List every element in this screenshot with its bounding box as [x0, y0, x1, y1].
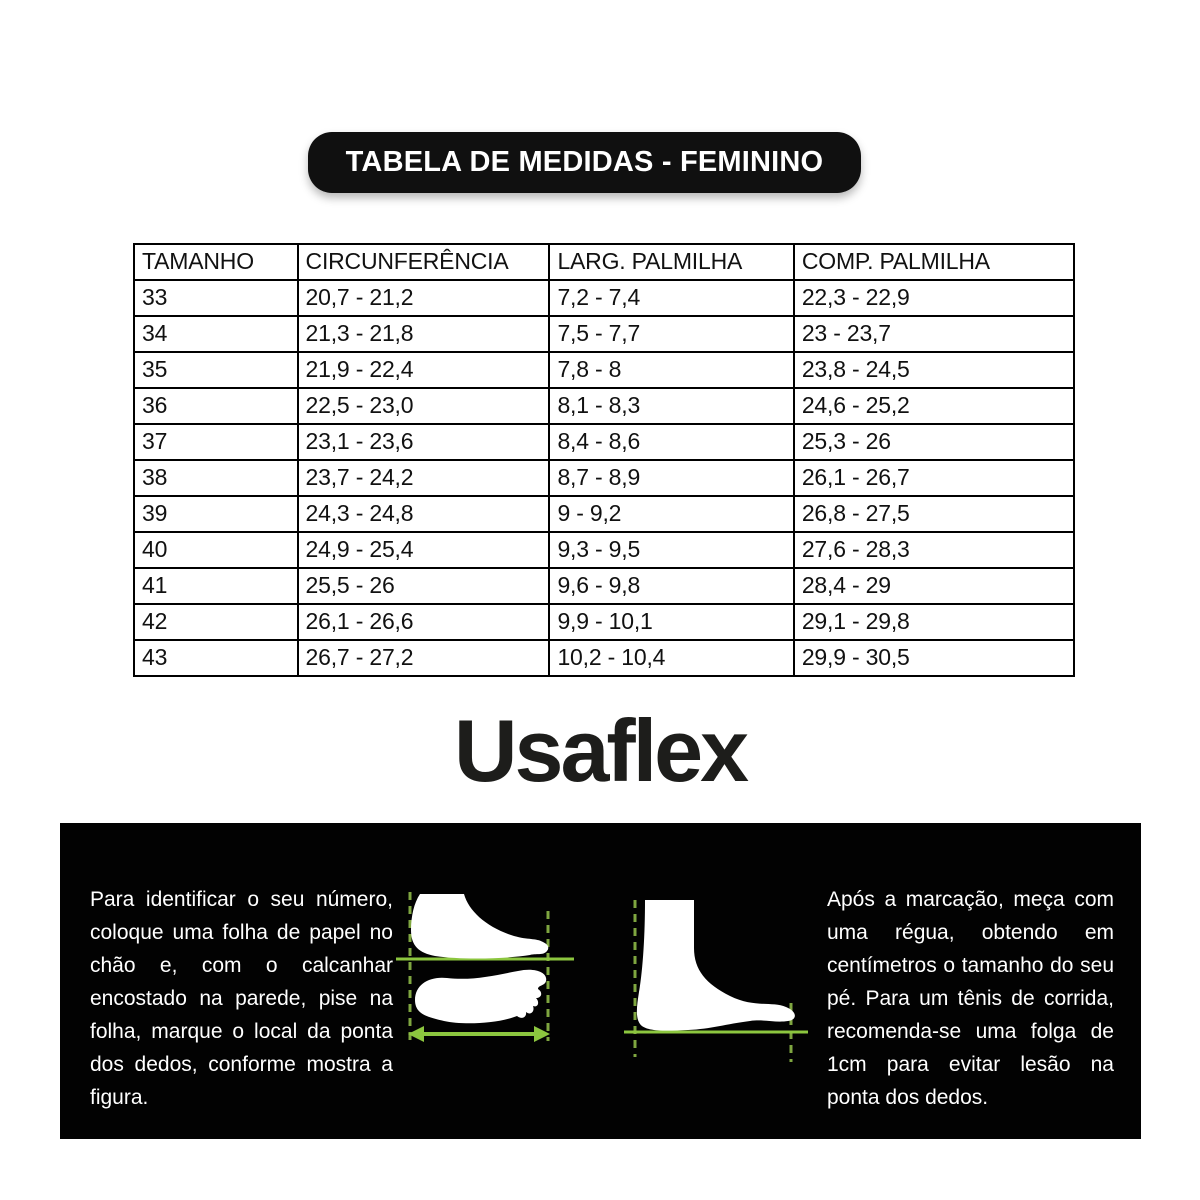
column-header: CIRCUNFERÊNCIA	[298, 244, 550, 280]
table-cell: 26,1 - 26,7	[794, 460, 1074, 496]
table-cell: 22,5 - 23,0	[298, 388, 550, 424]
column-header: TAMANHO	[134, 244, 298, 280]
table-cell: 7,2 - 7,4	[549, 280, 793, 316]
size-table-header	[134, 244, 1074, 280]
table-cell: 8,4 - 8,6	[549, 424, 793, 460]
table-cell: 29,1 - 29,8	[794, 604, 1074, 640]
table-cell: 7,8 - 8	[549, 352, 793, 388]
table-row	[134, 640, 1074, 676]
table-cell: 22,3 - 22,9	[794, 280, 1074, 316]
table-cell: 9,6 - 9,8	[549, 568, 793, 604]
table-row	[134, 316, 1074, 352]
table-row	[134, 352, 1074, 388]
table-row	[134, 424, 1074, 460]
table-cell: 41	[134, 568, 298, 604]
table-cell: 35	[134, 352, 298, 388]
table-row	[134, 604, 1074, 640]
foot-side-and-footprint-measure-icon	[390, 878, 580, 1078]
instructions-left-text: Para identificar o seu número, coloque uma folha de papel no chão e, com o calcanhar encostado na parede, pise na folha, marque o local da ponta dos dedos, conforme mostra a figura.	[90, 888, 393, 1109]
table-cell: 36	[134, 388, 298, 424]
table-header-row	[134, 244, 1074, 280]
table-cell: 10,2 - 10,4	[549, 640, 793, 676]
table-cell: 40	[134, 532, 298, 568]
size-table	[133, 243, 1075, 677]
table-cell: 42	[134, 604, 298, 640]
table-cell: 37	[134, 424, 298, 460]
table-cell: 25,5 - 26	[298, 568, 550, 604]
table-cell: 39	[134, 496, 298, 532]
table-cell: 9,3 - 9,5	[549, 532, 793, 568]
table-cell: 24,6 - 25,2	[794, 388, 1074, 424]
table-cell: 34	[134, 316, 298, 352]
foot-ankle-side-measure-icon	[612, 878, 812, 1078]
table-cell: 21,3 - 21,8	[298, 316, 550, 352]
table-cell: 9 - 9,2	[549, 496, 793, 532]
table-cell: 20,7 - 21,2	[298, 280, 550, 316]
table-cell: 25,3 - 26	[794, 424, 1074, 460]
table-cell: 8,7 - 8,9	[549, 460, 793, 496]
table-cell: 38	[134, 460, 298, 496]
table-cell: 28,4 - 29	[794, 568, 1074, 604]
table-row	[134, 568, 1074, 604]
table-cell: 23,1 - 23,6	[298, 424, 550, 460]
instructions-right-text: Após a marcação, meça com uma régua, obtendo em centímetros o tamanho do seu pé. Para um tênis de corrida, recomenda-se uma folga de 1cm para evitar lesão na ponta dos dedos.	[827, 888, 1114, 1109]
usaflex-logo: Usaflex	[453, 701, 747, 800]
table-row	[134, 460, 1074, 496]
instructions-band	[60, 823, 1141, 1139]
table-cell: 8,1 - 8,3	[549, 388, 793, 424]
table-cell: 26,8 - 27,5	[794, 496, 1074, 532]
table-cell: 23,7 - 24,2	[298, 460, 550, 496]
table-cell: 7,5 - 7,7	[549, 316, 793, 352]
table-row	[134, 496, 1074, 532]
table-cell: 43	[134, 640, 298, 676]
size-table-body	[134, 280, 1074, 676]
table-cell: 27,6 - 28,3	[794, 532, 1074, 568]
table-cell: 33	[134, 280, 298, 316]
table-row	[134, 532, 1074, 568]
column-header: COMP. PALMILHA	[794, 244, 1074, 280]
column-header: LARG. PALMILHA	[549, 244, 793, 280]
table-cell: 23,8 - 24,5	[794, 352, 1074, 388]
table-cell: 26,7 - 27,2	[298, 640, 550, 676]
page-title: TABELA DE MEDIDAS - FEMININO	[308, 132, 861, 193]
table-cell: 29,9 - 30,5	[794, 640, 1074, 676]
table-row	[134, 388, 1074, 424]
table-cell: 21,9 - 22,4	[298, 352, 550, 388]
table-cell: 9,9 - 10,1	[549, 604, 793, 640]
table-cell: 26,1 - 26,6	[298, 604, 550, 640]
table-row	[134, 280, 1074, 316]
table-cell: 24,3 - 24,8	[298, 496, 550, 532]
table-cell: 23 - 23,7	[794, 316, 1074, 352]
table-cell: 24,9 - 25,4	[298, 532, 550, 568]
